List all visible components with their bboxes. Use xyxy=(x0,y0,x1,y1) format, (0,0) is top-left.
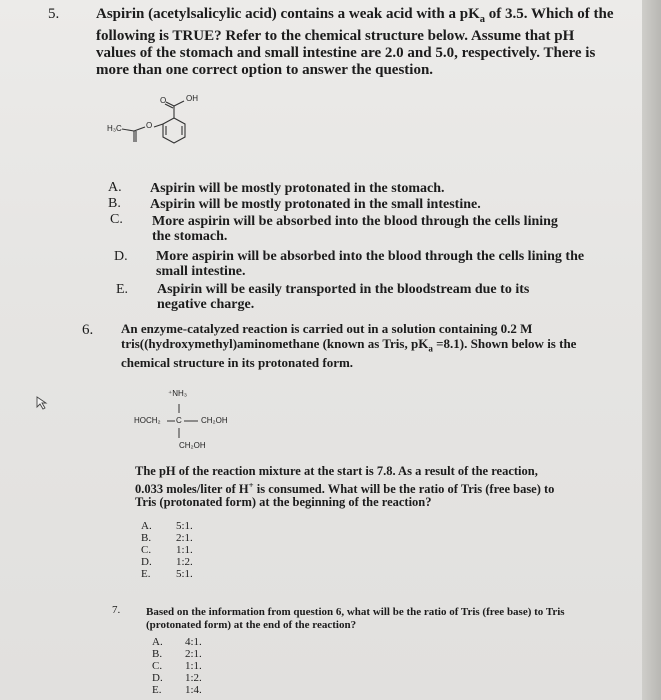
aspirin-oh-label: OH xyxy=(186,94,198,103)
q5-option-a-text: Aspirin will be mostly protonated in the stomach. xyxy=(150,181,445,196)
q7-option-e-text: 1:4. xyxy=(185,684,202,696)
q5-option-a-letter: A. xyxy=(108,180,122,195)
q6-option-a-letter: A. xyxy=(141,520,152,532)
q7-number: 7. xyxy=(112,604,121,616)
aspirin-carbonyl-o-label: O xyxy=(160,96,167,105)
tris-c-label: C xyxy=(176,416,182,425)
page-edge-shadow xyxy=(642,0,661,700)
q5-option-b-letter: B. xyxy=(108,196,121,211)
q7-option-d-text: 1:2. xyxy=(185,672,202,684)
q7-option-b-letter: B. xyxy=(152,648,163,660)
q7-option-d-letter: D. xyxy=(152,672,163,684)
q6-option-b-letter: B. xyxy=(141,532,152,544)
q7-option-c-letter: C. xyxy=(152,660,163,672)
q6-stem: An enzyme-catalyzed reaction is carried out in a solution containing 0.2 M tris((hydroxymethyl)aminomethane (known as Tris, $pK_a =8.1$). Shown below is the chemical structure in its protonated form. xyxy=(121,321,577,370)
q6-option-a-text: 5:1. xyxy=(176,520,193,532)
aspirin-ester-o-label: O xyxy=(146,121,153,130)
q5-number: 5. xyxy=(48,6,60,22)
tris-nh3-label: ⁺NH₃ xyxy=(168,389,188,398)
q6-option-e-letter: E. xyxy=(141,568,151,580)
q5-option-c-letter: C. xyxy=(110,212,123,227)
q7-option-a-text: 4:1. xyxy=(185,636,202,648)
aspirin-methyl-label: H₃C xyxy=(107,124,122,133)
q7-option-a-letter: A. xyxy=(152,636,163,648)
q7-stem: Based on the information from question 6, what will be the ratio of Tris (free base) to Tris (protonated form) at the end of the reaction? xyxy=(146,606,565,631)
q7-option-e-letter: E. xyxy=(152,684,162,696)
tris-ch2oh-right-label: CH₂OH xyxy=(201,416,228,425)
q5-option-c-text: More aspirin will be absorbed into the blood through the cells lining the stomach. xyxy=(152,214,558,244)
q5-option-e-text: Aspirin will be easily transported in the bloodstream due to its negative charge. xyxy=(157,282,530,312)
q6-option-c-text: 1:1. xyxy=(176,544,193,556)
tris-ch2oh-bottom-label: CH₂OH xyxy=(179,441,206,450)
q6-option-d-text: 1:2. xyxy=(176,556,193,568)
q5-option-d-text: More aspirin will be absorbed into the blood through the cells lining the small intestine. xyxy=(156,249,585,279)
q6-question-text: The pH of the reaction mixture at the start is 7.8. As a result of the reaction, 0.033 moles/liter of H+ is consumed. What will be the ratio of Tris (free base) to Tris (protonated form) at the beginning of the reaction? xyxy=(135,464,555,510)
q5-stem: Aspirin (acetylsalicylic acid) contains a weak acid with a $pK_a$ of 3.5. Which of the following is TRUE? Refer to the chemical structure below. Assume that pH values of the stomach and small intestine are 2.0 and 5.0, respectively. There is more than one correct option to answer the question. xyxy=(96,6,614,78)
q7-option-c-text: 1:1. xyxy=(185,660,202,672)
q5-option-b-text: Aspirin will be mostly protonated in the small intestine. xyxy=(150,197,481,212)
q6-option-d-letter: D. xyxy=(141,556,152,568)
mouse-cursor-icon xyxy=(36,396,50,410)
q5-option-e-letter: E. xyxy=(116,282,129,297)
q5-option-d-letter: D. xyxy=(114,249,128,264)
q6-number: 6. xyxy=(82,322,94,338)
tris-hoch2-label: HOCH₂ xyxy=(134,416,161,425)
q6-option-e-text: 5:1. xyxy=(176,568,193,580)
q6-option-c-letter: C. xyxy=(141,544,152,556)
q7-option-b-text: 2:1. xyxy=(185,648,202,660)
q6-option-b-text: 2:1. xyxy=(176,532,193,544)
